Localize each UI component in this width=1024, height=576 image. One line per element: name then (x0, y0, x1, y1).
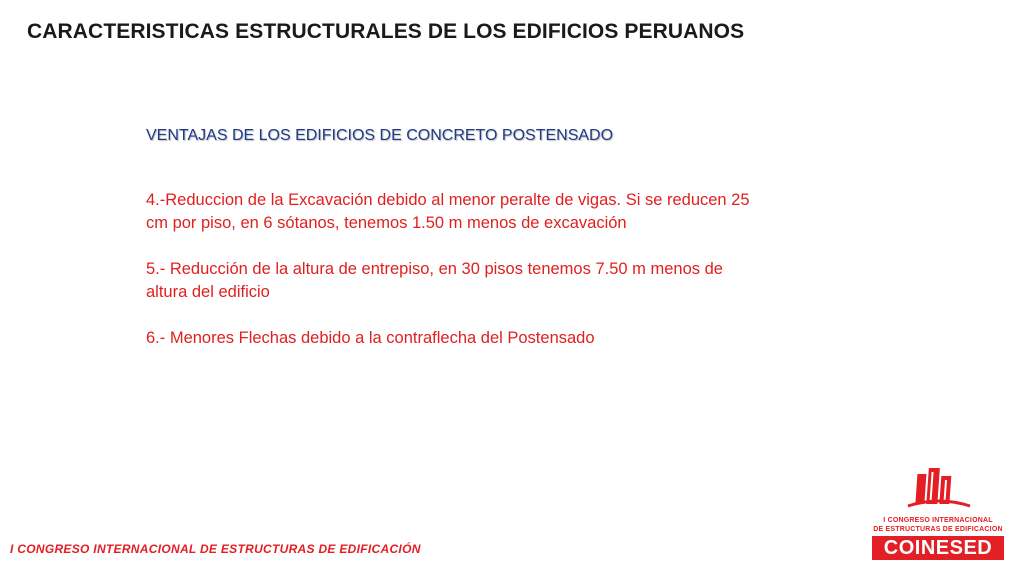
logo-text-line1: I CONGRESO INTERNACIONAL (883, 517, 993, 524)
point-item-6: 6.- Menores Flechas debido a la contraflecha del Postensado (146, 329, 595, 347)
logo-wordmark: COINESED (872, 536, 1004, 560)
point-item-4: 4.-Reduccion de la Excavación debido al menor peralte de vigas. Si se reducen 25 cm por piso, en 6 sótanos, tenemos 1.50 m menos de excavación (146, 191, 750, 232)
logo-text-line2: DE ESTRUCTURAS DE EDIFICACION (873, 526, 1003, 533)
section-heading: VENTAJAS DE LOS EDIFICIOS DE CONCRETO POSTENSADO (146, 127, 614, 144)
slide-content (146, 127, 766, 373)
buildings-logo-icon (904, 466, 974, 512)
coinesed-logo (868, 466, 1008, 562)
footer-banner: I CONGRESO INTERNACIONAL DE ESTRUCTURAS DE EDIFICACIÓN (10, 542, 421, 556)
point-item-5: 5.- Reducción de la altura de entrepiso, en 30 pisos tenemos 7.50 m menos de altura del edificio (146, 260, 723, 301)
slide-title: CARACTERISTICAS ESTRUCTURALES DE LOS EDIFICIOS PERUANOS (27, 20, 745, 43)
